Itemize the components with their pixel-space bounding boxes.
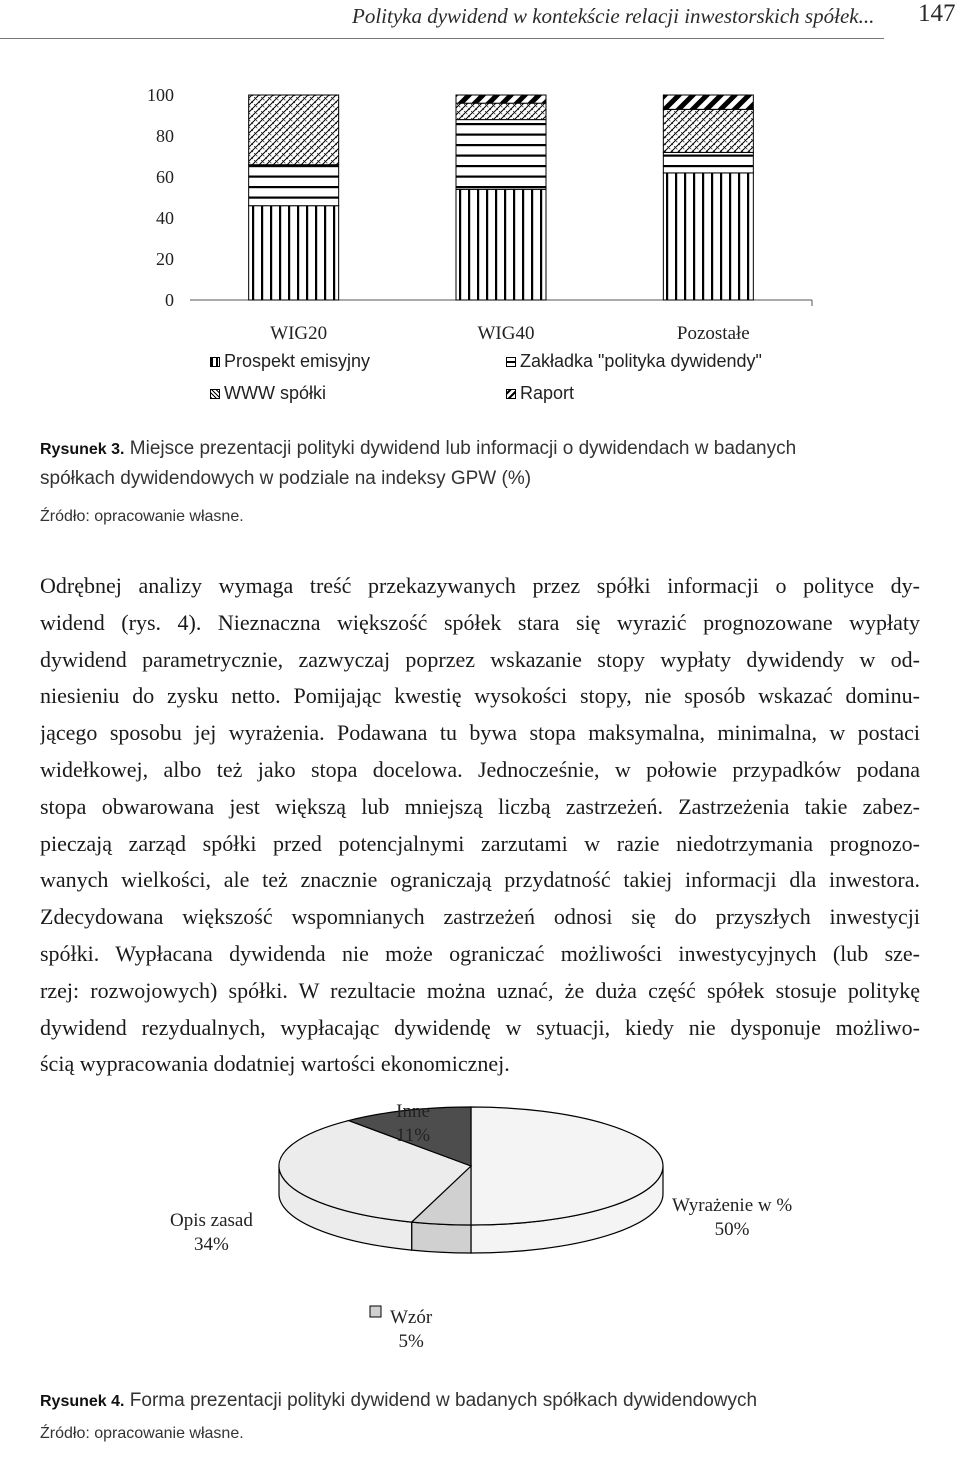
- y-tick-label: 0: [165, 290, 174, 310]
- body-line: Odrębnej analizy wymaga treść przekazywanych przez spółki informacji o polityce dy-: [40, 573, 920, 598]
- figure3-caption-line1: Miejsce prezentacji polityki dywidend lub informacji o dywidendach w badanych: [129, 438, 797, 459]
- figure3-caption-line2: spółkach dywidendowych w podziale na indeksy GPW (%): [40, 468, 532, 489]
- pie-wall-5pct: [412, 1222, 471, 1253]
- body-line: Zdecydowana większość wspomnianych zastrzeżeń odnosi się do przyszłych inwestycji: [40, 904, 920, 930]
- legend-item-raport: [506, 383, 574, 404]
- legend-label-zakladka: Zakładka "polityka dywidendy": [520, 351, 762, 371]
- pie-label-wyrazenie-value: 50%: [714, 1219, 750, 1240]
- figure3-caption-label: Rysunek 3.: [40, 441, 125, 458]
- pie-label-wzor-value: 5%: [398, 1331, 424, 1352]
- bar-segment-wig20-2: [249, 95, 339, 165]
- pie-label-inne-value: 11%: [396, 1125, 431, 1146]
- pie-label-wyrazenie-name: Wyrażenie w %: [672, 1195, 793, 1216]
- pie-label-opis: [170, 1209, 253, 1257]
- legend-item-www: [210, 383, 326, 404]
- body-line: dywidend rezydualnych, wypłacając dywidendę w sytuacji, kiedy nie dysponuje możliwo-: [40, 1014, 920, 1040]
- page-number: 147: [918, 0, 956, 27]
- legend-swatch-diagonal: [506, 389, 516, 399]
- figure4-caption-text: Forma prezentacji polityki dywidend w badanych spółkach dywidendowych: [129, 1390, 758, 1411]
- body-line: widełkowej, albo też jako stopa docelowa. Jednocześnie, w połowie przypadków podana: [40, 756, 920, 782]
- figure3-legend: [0, 345, 960, 415]
- body-line: niesieniu do zysku netto. Pomijając kwestię wysokości stopy, nie sposób wskazać dominu-: [40, 683, 920, 709]
- legend-swatch-checker: [210, 389, 220, 399]
- pie-label-inne: [396, 1100, 430, 1148]
- legend-swatch-horizontal: [506, 357, 516, 367]
- y-tick-label: 80: [156, 126, 174, 146]
- pie-label-opis-name: Opis zasad: [170, 1210, 253, 1231]
- bar-segment-pozostałe-3: [663, 95, 753, 109]
- y-tick-label: 40: [156, 208, 174, 228]
- x-category-label: WIG40: [477, 323, 535, 344]
- bar-segment-wig40-1: [456, 120, 546, 190]
- legend-swatch-wzor: [370, 1306, 381, 1317]
- body-line: rzej: rozwojowych) spółki. W rezultacie można uznać, że duża część spółek stosuje politykę: [40, 977, 920, 1003]
- figure3-caption: [40, 434, 920, 493]
- body-line: jącego sposobu jej wyrażenia. Podawana tu bywa stopa maksymalna, minimalna, w postaci: [40, 720, 920, 746]
- bar-segment-wig40-2: [456, 103, 546, 119]
- running-header: [0, 0, 960, 40]
- bar-segment-wig20-0: [249, 206, 339, 300]
- y-tick-label: 100: [147, 85, 174, 105]
- figure4-caption-label: Rysunek 4.: [40, 1393, 125, 1410]
- x-category-label: WIG20: [270, 323, 328, 344]
- y-tick-label: 20: [156, 249, 174, 269]
- bar-segment-pozostałe-2: [663, 109, 753, 152]
- figure3-stacked-bar-chart: [0, 60, 960, 345]
- body-line: stopa obwarowana jest większą lub mniejszą liczbą zastrzeżeń. Zastrzeżenia takie zabez-: [40, 793, 920, 819]
- figure3-source: Źródło: opracowanie własne.: [40, 508, 244, 525]
- body-paragraph: [40, 568, 920, 1083]
- body-line: dywidend parametrycznie, zazwyczaj poprzez wskazanie stopy wypłaty dywidendy w od-: [40, 646, 920, 672]
- legend-item-prospekt: [210, 351, 370, 372]
- body-line: wanych wielkości, ale też znacznie ograniczają przydatność takiej informacji dla inwestora.: [40, 867, 920, 893]
- header-rule: [0, 38, 884, 39]
- body-line: widend (rys. 4). Nieznaczna większość spółek stara się wyrazić prognozowane wypłaty: [40, 609, 920, 635]
- bar-segment-pozostałe-1: [663, 152, 753, 173]
- legend-label-prospekt: Prospekt emisyjny: [224, 351, 371, 371]
- pie-label-wyrazenie: [672, 1194, 792, 1242]
- figure4-pie-chart: [0, 1090, 960, 1380]
- legend-item-zakladka: [506, 351, 762, 372]
- bar-segment-pozostałe-0: [663, 173, 753, 300]
- figure4-caption: [40, 1386, 920, 1416]
- bar-segment-wig20-1: [249, 165, 339, 206]
- running-title: Polityka dywidend w kontekście relacji inwestorskich spółek...: [352, 4, 875, 28]
- figure4-source: Źródło: opracowanie własne.: [40, 1425, 244, 1442]
- pie-label-inne-name: Inne: [396, 1101, 430, 1122]
- y-tick-label: 60: [156, 167, 174, 187]
- pie-label-opis-value: 34%: [194, 1234, 229, 1255]
- body-line: pieczają zarząd spółki przed potencjalnymi zarzutami w razie niedotrzymania prognozo-: [40, 830, 920, 856]
- legend-label-raport: Raport: [520, 383, 575, 403]
- x-category-label: Pozostałe: [676, 323, 750, 344]
- bar-segment-wig40-3: [456, 95, 546, 103]
- bar-segment-wig40-0: [456, 189, 546, 300]
- body-line: ścią wypracowania dodatniej wartości ekonomicznej.: [40, 1051, 510, 1077]
- body-line: spółki. Wypłacana dywidenda nie może ograniczać możliwości inwestycyjnych (lub sze-: [40, 940, 920, 966]
- pie-label-wzor: [390, 1306, 432, 1354]
- legend-swatch-vertical: [210, 357, 220, 367]
- pie-label-wzor-name: Wzór: [390, 1307, 433, 1328]
- legend-label-www: WWW spółki: [224, 383, 326, 403]
